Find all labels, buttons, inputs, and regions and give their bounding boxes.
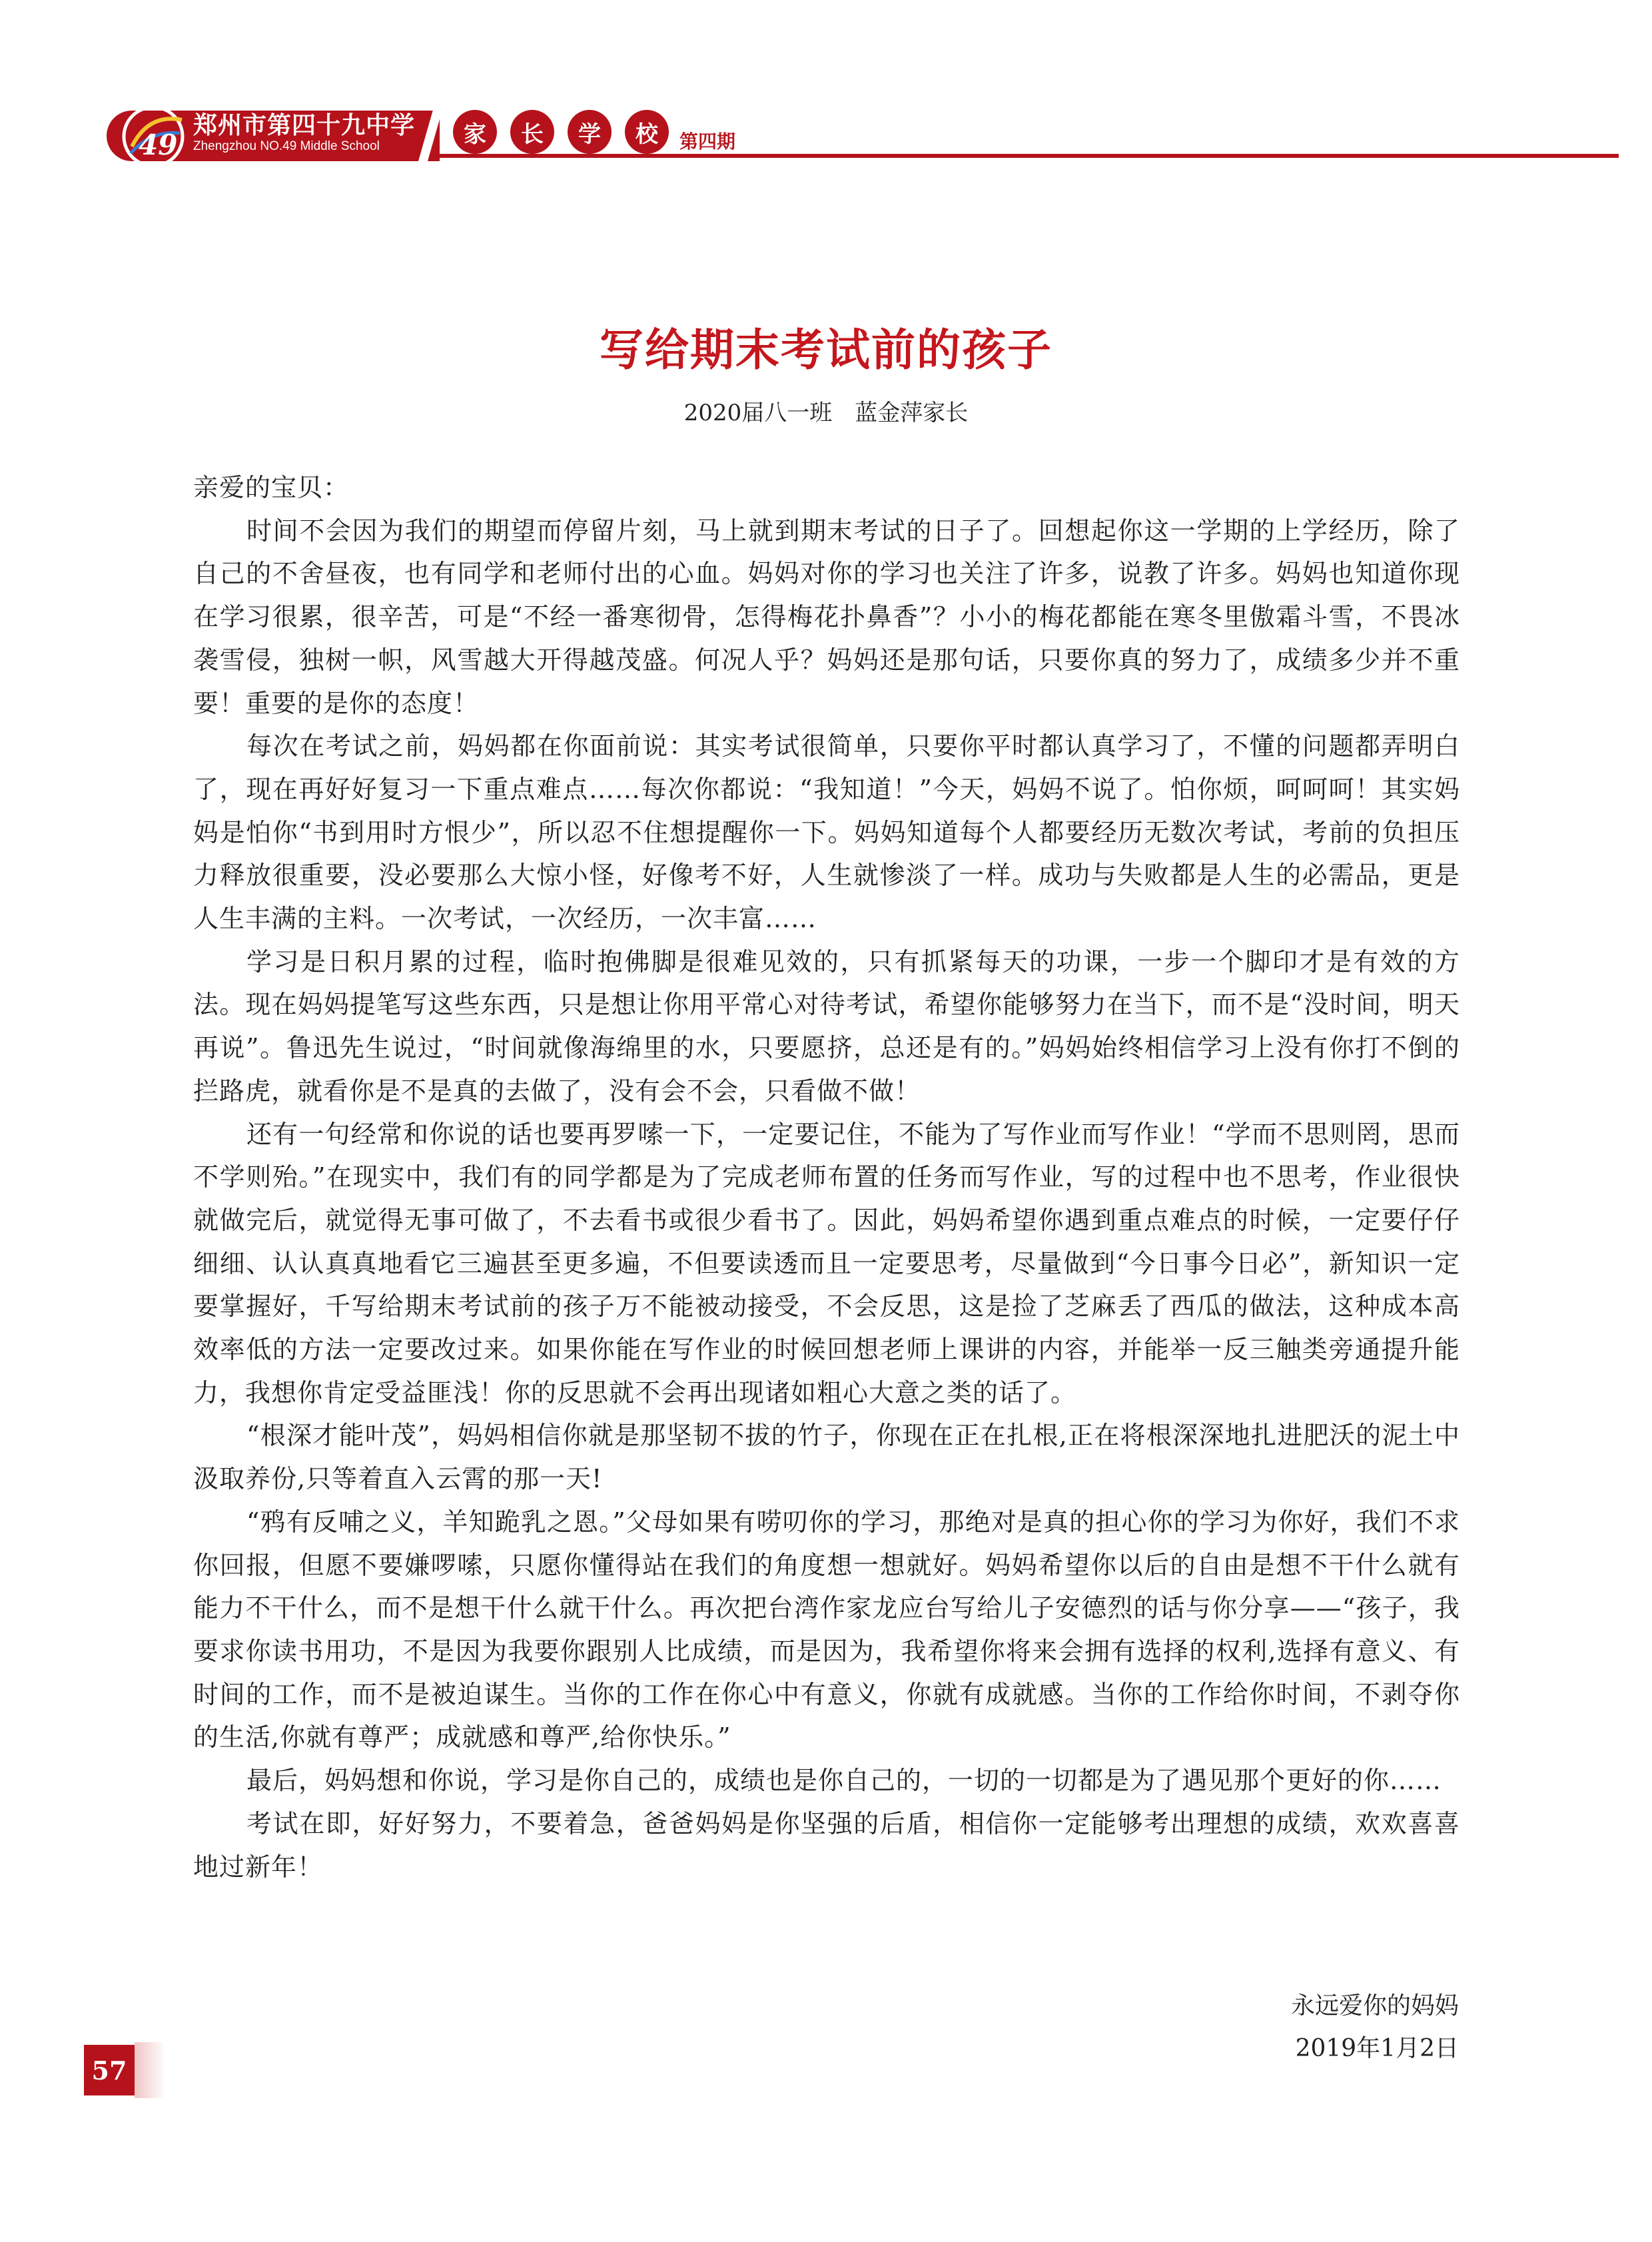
paragraph: 还有一句经常和你说的话也要再罗嗦一下，一定要记住，不能为了写作业而写作业！“学而不思则罔，思而不学则殆。”在现实中，我们有的同学都是为了完成老师布置的任务而写作业，写的过程中也不思考，作业很快就做完后，就觉得无事可做了，不去看书或很少看书了。因此，妈妈希望你遇到重点难点的时候，一定要仔仔细细、认认真真地看它三遍甚至更多遍，不但要读透而且一定要思考，尽量做到“今日事今日必”，新知识一定要掌握好，千写给期末考试前的孩子万不能被动接受，不会反思，这是捡了芝麻丢了西瓜的做法，这种成本高效率低的方法一定要改过来。如果你能在写作业的时候回想老师上课讲的内容，并能举一反三触类旁通提升能力，我想你肯定受益匪浅！你的反思就不会再出现诸如粗心大意之类的话了。	[193, 1119, 1460, 1407]
header-rule	[426, 154, 1619, 158]
issue-label: 第四期	[679, 131, 736, 153]
page-header	[0, 0, 1652, 173]
article-title: 写给期末考试前的孩子	[600, 324, 1052, 376]
paragraph: 考试在即，好好努力，不要着急，爸爸妈妈是你坚强的后盾，相信你一定能够考出理想的成绩，欢欢喜喜地过新年！	[193, 1808, 1460, 1882]
paragraph: 时间不会因为我们的期望而停留片刻，马上就到期末考试的日子了。回想起你这一学期的上学经历，除了自己的不舍昼夜，也有同学和老师付出的心血。妈妈对你的学习也关注了许多，说教了许多。妈妈也知道你现在学习很累，很辛苦，可是“不经一番寒彻骨，怎得梅花扑鼻香”？小小的梅花都能在寒冬里傲霜斗雪，不畏冰袭雪侵，独树一帜，风雪越大开得越茂盛。何况人乎？妈妈还是那句话，只要你真的努力了，成绩多少并不重要！重要的是你的态度！	[193, 516, 1460, 718]
paragraph: “根深才能叶茂”，妈妈相信你就是那坚韧不拔的竹子，你现在正在扎根,正在将根深深地扎进肥沃的泥土中汲取养份,只等着直入云霄的那一天!	[193, 1421, 1460, 1494]
section-char: 校	[625, 110, 669, 154]
paragraph: “鸦有反哺之义，羊知跪乳之恩。”父母如果有唠叨你的学习，那绝对是真的担心你的学习为你好，我们不求你回报，但愿不要嫌啰嗦，只愿你懂得站在我们的角度想一想就好。妈妈希望你以后的自由是想不干什么就有能力不干什么，而不是想干什么就干什么。再次把台湾作家龙应台写给儿子安德烈的话与你分享——“孩子，我要求你读书用功，不是因为我要你跟别人比成绩，而是因为，我希望你将来会拥有选择的权利,选择有意义、有时间的工作，而不是被迫谋生。当你的工作在你心中有意义，你就有成就感。当你的工作给你时间，不剥夺你的生活,你就有尊严；成就感和尊严,给你快乐。”	[193, 1507, 1460, 1752]
svg-text:49: 49	[139, 129, 178, 161]
school-49-logo-icon	[119, 100, 192, 173]
section-title	[453, 110, 669, 154]
article-byline: 2020届八一班 蓝金萍家长	[683, 400, 969, 426]
salutation: 亲爱的宝贝：	[193, 473, 350, 502]
school-name-block	[193, 112, 415, 155]
signature: 永远爱你的妈妈	[1290, 1992, 1459, 2020]
section-char: 家	[453, 110, 497, 154]
signature-block	[1291, 1985, 1459, 2070]
paragraph: 学习是日积月累的过程，临时抱佛脚是很难见效的，只有抓紧每天的功课，一步一个脚印才是有效的方法。现在妈妈提笔写这些东西，只是想让你用平常心对待考试，希望你能够努力在当下，而不是“没时间，明天再说”。鲁迅先生说过，“时间就像海绵里的水，只要愿挤，总还是有的。”妈妈始终相信学习上没有你打不倒的拦路虎，就看你是不是真的去做了，没有会不会，只看做不做！	[193, 946, 1460, 1106]
school-name-en: Zhengzhou NO.49 Middle School	[193, 139, 380, 153]
paragraph: 每次在考试之前，妈妈都在你面前说：其实考试很简单，只要你平时都认真学习了，不懂的问题都弄明白了，现在再好好复习一下重点难点……每次你都说：“我知道！”今天，妈妈不说了。怕你烦，呵呵呵！其实妈妈是怕你“书到用时方恨少”，所以忍不住想提醒你一下。妈妈知道每个人都要经历无数次考试，考前的负担压力释放很重要，没必要那么大惊小怪，好像考不好，人生就惨淡了一样。成功与失败都是人生的必需品，更是人生丰满的主料。一次考试，一次经历，一次丰富……	[193, 731, 1460, 934]
section-char: 学	[568, 110, 612, 154]
school-name: 郑州市第四十九中学	[193, 111, 416, 139]
section-char: 长	[510, 110, 554, 154]
article-body	[193, 466, 1460, 1888]
page-number: 57	[84, 2045, 135, 2095]
paragraph: 最后，妈妈想和你说，学习是你自己的，成绩也是你自己的，一切的一切都是为了遇见那个更好的你……	[246, 1766, 1442, 1796]
page-number-shade	[135, 2042, 165, 2098]
letter-date: 2019年1月2日	[1295, 2035, 1459, 2062]
